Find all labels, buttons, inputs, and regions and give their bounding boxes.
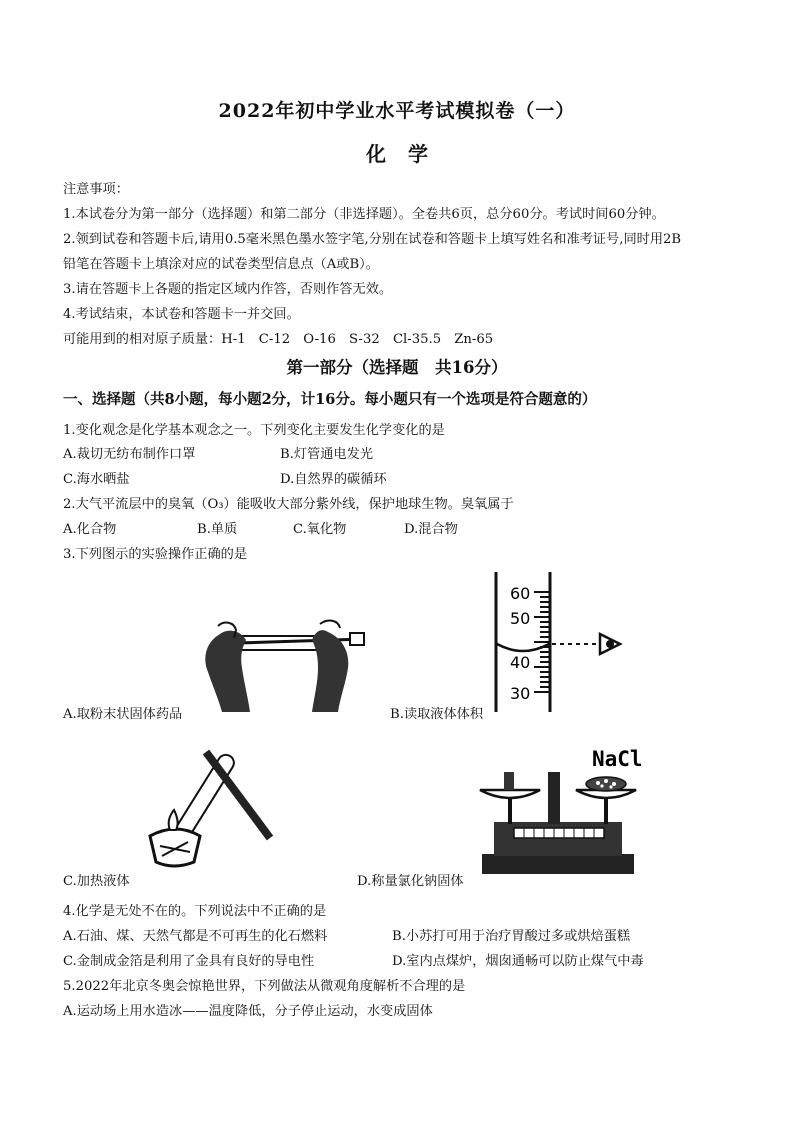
notes-label: 注意事项： — [63, 182, 129, 197]
q3-option-b: B.读取液体体积 — [390, 707, 484, 722]
exam-title: 2022年初中学业水平考试模拟卷（一） — [218, 100, 576, 122]
atomic-masses: 可能用到的相对原子质量：H-1 C-12 O-16 S-32 Cl-35.5 Zn-65 — [63, 332, 494, 347]
q1-stem: 1.变化观念是化学基本观念之一。下列变化主要发生化学变化的是 — [63, 423, 445, 438]
figure-a-powder — [188, 612, 373, 712]
q2-option-a: A.化合物 — [63, 522, 117, 537]
q1-option-c: C.海水晒盐 — [63, 472, 130, 487]
section-heading: 一、选择题（共8小题，每小题2分，计16分。每小题只有一个选项是符合题意的） — [63, 391, 597, 408]
cylinder-tick-60: 60 — [510, 584, 531, 603]
q1-option-a: A.裁切无纺布制作口罩 — [63, 447, 196, 462]
q5-stem: 5.2022年北京冬奥会惊艳世界，下列做法从微观角度解析不合理的是 — [63, 979, 466, 994]
q4-option-a: A.石油、煤、天然气都是不可再生的化石燃料 — [63, 929, 328, 944]
cylinder-tick-40: 40 — [510, 653, 531, 672]
q2-option-c: C.氧化物 — [293, 522, 347, 537]
q4-stem: 4.化学是无处不在的。下列说法中不正确的是 — [63, 904, 327, 919]
figure-c-heating — [140, 738, 280, 868]
note-item-2-cont: 铅笔在答题卡上填涂对应的试卷类型信息点（A或B）。 — [63, 257, 379, 272]
q3-option-c: C.加热液体 — [63, 874, 130, 889]
q4-option-c: C.金制成金箔是利用了金具有良好的导电性 — [63, 954, 315, 969]
q2-stem: 2.大气平流层中的臭氧（O₃）能吸收大部分紫外线，保护地球生物。臭氧属于 — [63, 497, 514, 512]
q3-option-d: D.称量氯化钠固体 — [357, 874, 464, 889]
q5-option-a: A.运动场上用水造冰——温度降低，分子停止运动，水变成固体 — [63, 1004, 433, 1019]
note-item-1: 1.本试卷分为第一部分（选择题）和第二部分（非选择题）。全卷共6页，总分60分。考试时间60分钟。 — [63, 207, 665, 222]
q4-option-b: B.小苏打可用于治疗胃酸过多或烘焙蛋糕 — [392, 929, 631, 944]
cylinder-tick-30: 30 — [510, 684, 531, 703]
q3-option-a: A.取粉末状固体药品 — [63, 707, 183, 722]
cylinder-tick-50: 50 — [510, 609, 531, 628]
note-item-3: 3.请在答题卡上各题的指定区域内作答，否则作答无效。 — [63, 282, 393, 297]
q1-option-d: D.自然界的碳循环 — [280, 472, 387, 487]
q2-option-b: B.单质 — [197, 522, 238, 537]
note-item-2: 2.领到试卷和答题卡后,请用0.5毫米黑色墨水签字笔,分别在试卷和答题卡上填写姓名和准考证号,同时用2B — [63, 232, 682, 247]
q2-option-d: D.混合物 — [404, 522, 458, 537]
q1-option-b: B.灯管通电发光 — [280, 447, 374, 462]
q3-stem: 3.下列图示的实验操作正确的是 — [63, 547, 248, 562]
figure-b-cylinder — [480, 572, 630, 712]
balance-nacl-label: NaCl — [592, 747, 643, 771]
figure-d-balance — [474, 744, 644, 876]
part1-title: 第一部分（选择题 共16分） — [286, 358, 508, 377]
note-item-4: 4.考试结束，本试卷和答题卡一并交回。 — [63, 307, 300, 322]
subject-title: 化学 — [366, 142, 450, 166]
q4-option-d: D.室内点煤炉，烟囱通畅可以防止煤气中毒 — [392, 954, 644, 969]
